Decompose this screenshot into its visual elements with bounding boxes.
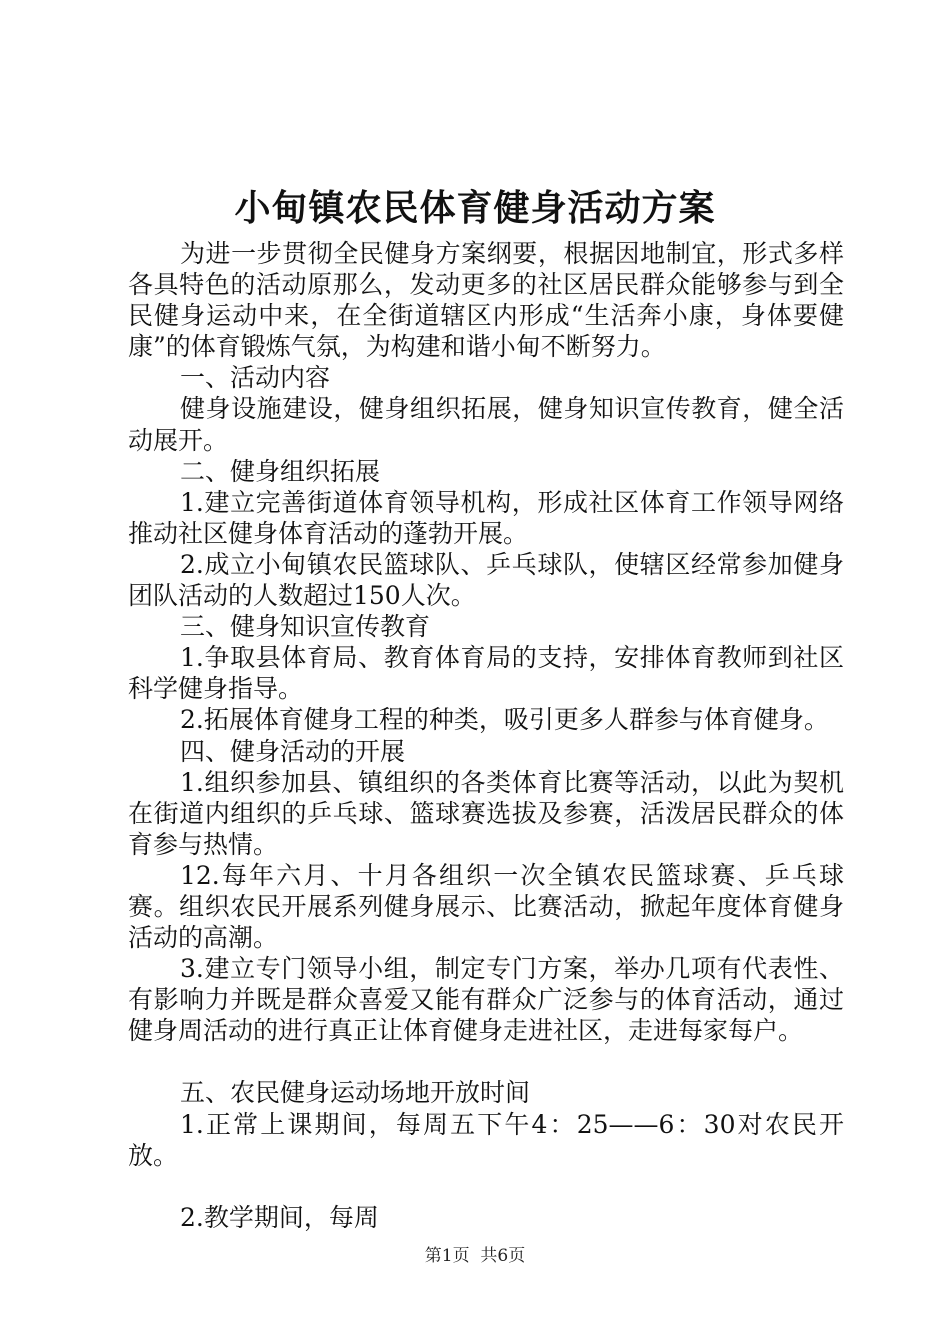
document-title: 小甸镇农民体育健身活动方案 (234, 187, 716, 229)
page-number: 第1页 (424, 1246, 470, 1266)
intro-paragraph: 为进一步贯彻全民健身方案纲要，根据因地制宜，形式多样各具特色的活动原那么，发动更多的社区居民群众能够参与到全民健身运动中来，在全街道辖区内形成“生活奔小康，身体要健康”的体育锻炼气氛，为构建和谐小甸不断努力。 (128, 239, 844, 362)
paragraph: 3.建立专门领导小组，制定专门方案，举办几项有代表性、有影响力并既是群众喜爱又能有群众广泛参与的体育活动，通过健身周活动的进行真正让体育健身走进社区，走进每家每户。 (128, 954, 844, 1046)
blank-line (128, 1171, 844, 1202)
paragraph: 1.争取县体育局、教育体育局的支持，安排体育教师到社区科学健身指导。 (128, 643, 844, 704)
paragraph: 健身设施建设，健身组织拓展，健身知识宣传教育，健全活动展开。 (128, 394, 844, 455)
document-body (128, 238, 844, 1233)
paragraph: 12.每年六月、十月各组织一次全镇农民篮球赛、乒乓球赛。组织农民开展系列健身展示、比赛活动，掀起年度体育健身活动的高潮。 (128, 860, 844, 953)
paragraph: 2.教学期间，每周 (180, 1202, 379, 1232)
page-footer (0, 1244, 950, 1268)
paragraph: 2.成立小甸镇农民篮球队、乒乓球队，使辖区经常参加健身团队活动的人数超过150人次。 (128, 549, 844, 611)
blank-line (128, 1046, 844, 1077)
section-heading-5: 五、农民健身运动场地开放时间 (180, 1078, 531, 1108)
paragraph: 2.拓展体育健身工程的种类，吸引更多人群参与体育健身。 (180, 705, 829, 735)
section-heading-2: 二、健身组织拓展 (180, 456, 381, 486)
section-heading-4: 四、健身活动的开展 (180, 736, 406, 766)
paragraph: 1.建立完善街道体育领导机构，形成社区体育工作领导网络推动社区健身体育活动的蓬勃开展。 (128, 487, 844, 548)
paragraph: 1.组织参加县、镇组织的各类体育比赛等活动，以此为契机在街道内组织的乒乓球、篮球赛选拔及参赛，活泼居民群众的体育参与热情。 (128, 767, 844, 859)
section-heading-1: 一、活动内容 (180, 363, 331, 393)
section-heading-3: 三、健身知识宣传教育 (180, 612, 431, 642)
page-total: 共6页 (480, 1246, 526, 1266)
paragraph: 1.正常上课期间，每周五下午4：25——6：30对农民开放。 (128, 1109, 844, 1170)
